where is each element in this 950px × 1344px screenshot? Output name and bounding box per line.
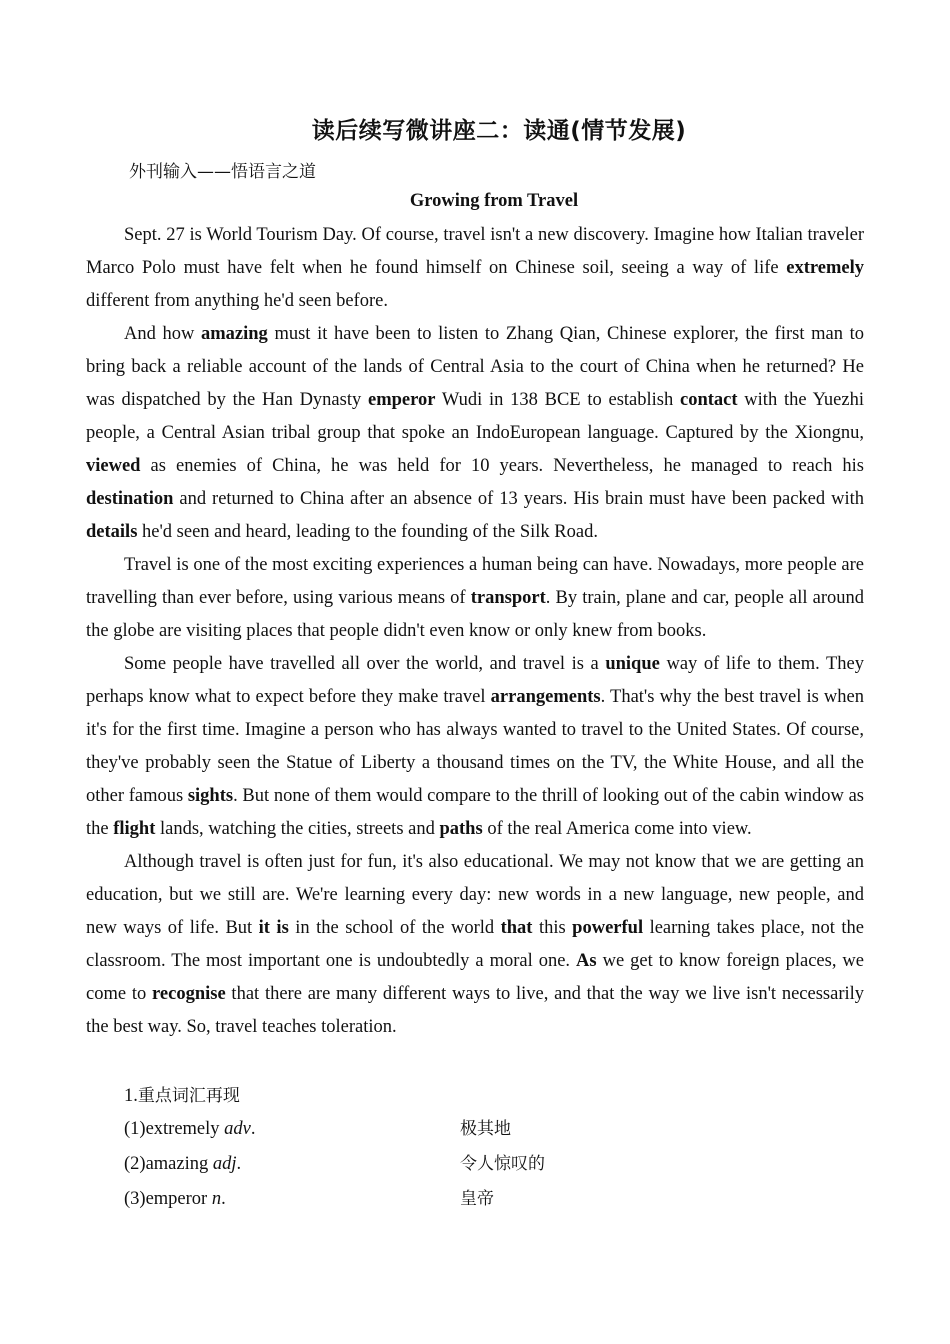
vocab-heading bbox=[124, 1080, 240, 1113]
text-run: he'd seen and heard, leading to the founding of the Silk Road. bbox=[137, 522, 598, 542]
text-run: Although travel is often just for fun, it's also educational. We may not know that we are getting an education, but we still are. We're learning every day: new words in a new language, new people, and new ways of life. But bbox=[86, 852, 864, 938]
key-word: it is bbox=[258, 918, 289, 938]
text-run: learning takes place, not the classroom. The most important one is undoubtedly a moral one. bbox=[86, 918, 865, 971]
key-word: destination bbox=[86, 489, 174, 509]
key-word: paths bbox=[439, 819, 483, 839]
vocab-term bbox=[124, 1148, 241, 1181]
vocab-meaning: 皇帝 bbox=[460, 1189, 494, 1209]
key-word: amazing bbox=[201, 324, 268, 344]
text-run: with the Yuezhi people, a Central Asian tribal group that spoke an IndoEuropean language. Captured by the Xiongnu, bbox=[86, 390, 864, 443]
text-run: of the real America come into view. bbox=[482, 819, 752, 839]
key-word: viewed bbox=[86, 456, 141, 476]
key-word: As bbox=[576, 951, 597, 971]
key-word: powerful bbox=[572, 918, 644, 938]
vocab-term bbox=[124, 1113, 256, 1146]
key-word: extremely bbox=[786, 258, 864, 278]
vocab-word: (1)extremely bbox=[124, 1119, 225, 1139]
text-run: in the school of the world bbox=[288, 918, 501, 938]
vocab-heading-number: 1. bbox=[124, 1086, 138, 1106]
text-run: . By train, plane and car, people all around the globe are visiting places that people didn't even know or only knew from books. bbox=[86, 588, 864, 641]
text-run: lands, watching the cities, streets and bbox=[155, 819, 440, 839]
text-run: that there are many different ways to live, and that the way we live isn't necessarily the best way. So, travel teaches toleration. bbox=[86, 984, 865, 1037]
vocab-word: (3)emperor bbox=[124, 1189, 212, 1209]
text-run: And how bbox=[124, 324, 201, 344]
article-paragraph bbox=[86, 318, 864, 549]
key-word: emperor bbox=[367, 390, 436, 410]
vocab-list bbox=[124, 1113, 824, 1218]
text-run: different from anything he'd seen before. bbox=[86, 291, 388, 311]
article-paragraph bbox=[86, 648, 864, 846]
text-run: . That's why the best travel is when it's for the first time. Imagine a person who has always wanted to travel to the United States. Of course, they've probably seen the Statue of Liberty a thousand times on the TV, the White House, and all the other famous bbox=[86, 687, 864, 806]
key-word: contact bbox=[680, 390, 738, 410]
key-word: arrangements bbox=[490, 687, 601, 707]
key-word: details bbox=[86, 522, 138, 542]
vocab-punct: . bbox=[250, 1119, 256, 1139]
vocab-pos: adv bbox=[224, 1119, 251, 1139]
vocab-pos: n bbox=[211, 1189, 222, 1209]
vocab-item bbox=[124, 1148, 824, 1183]
article-body bbox=[86, 219, 864, 1044]
vocab-item bbox=[124, 1183, 824, 1218]
text-run: must it have been to listen to Zhang Qian, Chinese explorer, the first man to bring back a reliable account of the lands of Central Asia to the court of China when he returned? He was dispatched by the Han Dynasty bbox=[86, 324, 864, 410]
vocab-punct: . bbox=[236, 1154, 242, 1174]
key-word: flight bbox=[113, 819, 156, 839]
vocab-term bbox=[124, 1183, 226, 1216]
article-title: Growing from Travel bbox=[409, 191, 579, 211]
vocab-meaning: 极其地 bbox=[460, 1119, 511, 1139]
text-run: . But none of them would compare to the thrill of looking out of the cabin window as the bbox=[86, 786, 864, 839]
text-run: Some people have travelled all over the world, and travel is a bbox=[124, 654, 606, 674]
article-paragraph bbox=[86, 219, 864, 318]
article-paragraph bbox=[86, 549, 864, 648]
key-word: unique bbox=[605, 654, 660, 674]
vocab-word: (2)amazing bbox=[124, 1154, 213, 1174]
vocab-punct: . bbox=[221, 1189, 226, 1209]
text-run: way of life to them. They perhaps know what to expect before they make travel bbox=[86, 654, 864, 707]
vocab-heading-text: 重点词汇再现 bbox=[137, 1086, 240, 1106]
text-run: Sept. 27 is World Tourism Day. Of course, travel isn't a new discovery. Imagine how Italian traveler Marco Polo must have felt when he found himself on Chinese soil, seeing a way of life bbox=[86, 225, 864, 278]
vocab-item bbox=[124, 1113, 824, 1148]
key-word: recognise bbox=[152, 984, 226, 1004]
text-run: this bbox=[532, 918, 573, 938]
section-subtitle: 外刊输入——悟语言之道 bbox=[129, 162, 316, 182]
vocab-meaning: 令人惊叹的 bbox=[460, 1154, 545, 1174]
key-word: that bbox=[500, 918, 533, 938]
text-run: Travel is one of the most exciting experiences a human being can have. Nowadays, more people are travelling than ever before, using various means of bbox=[86, 555, 864, 608]
text-run: we get to know foreign places, we come to bbox=[86, 951, 865, 1004]
page-title: 读后续写微讲座二：读通(情节发展) bbox=[311, 118, 687, 144]
key-word: sights bbox=[187, 786, 234, 806]
text-run: and returned to China after an absence of 13 years. His brain must have been packed with bbox=[173, 489, 864, 509]
key-word: transport bbox=[470, 588, 546, 608]
text-run: as enemies of China, he was held for 10 years. Nevertheless, he managed to reach his bbox=[140, 456, 864, 476]
vocab-pos: adj bbox=[212, 1154, 237, 1174]
article-paragraph bbox=[86, 846, 864, 1044]
text-run: Wudi in 138 BCE to establish bbox=[435, 390, 680, 410]
